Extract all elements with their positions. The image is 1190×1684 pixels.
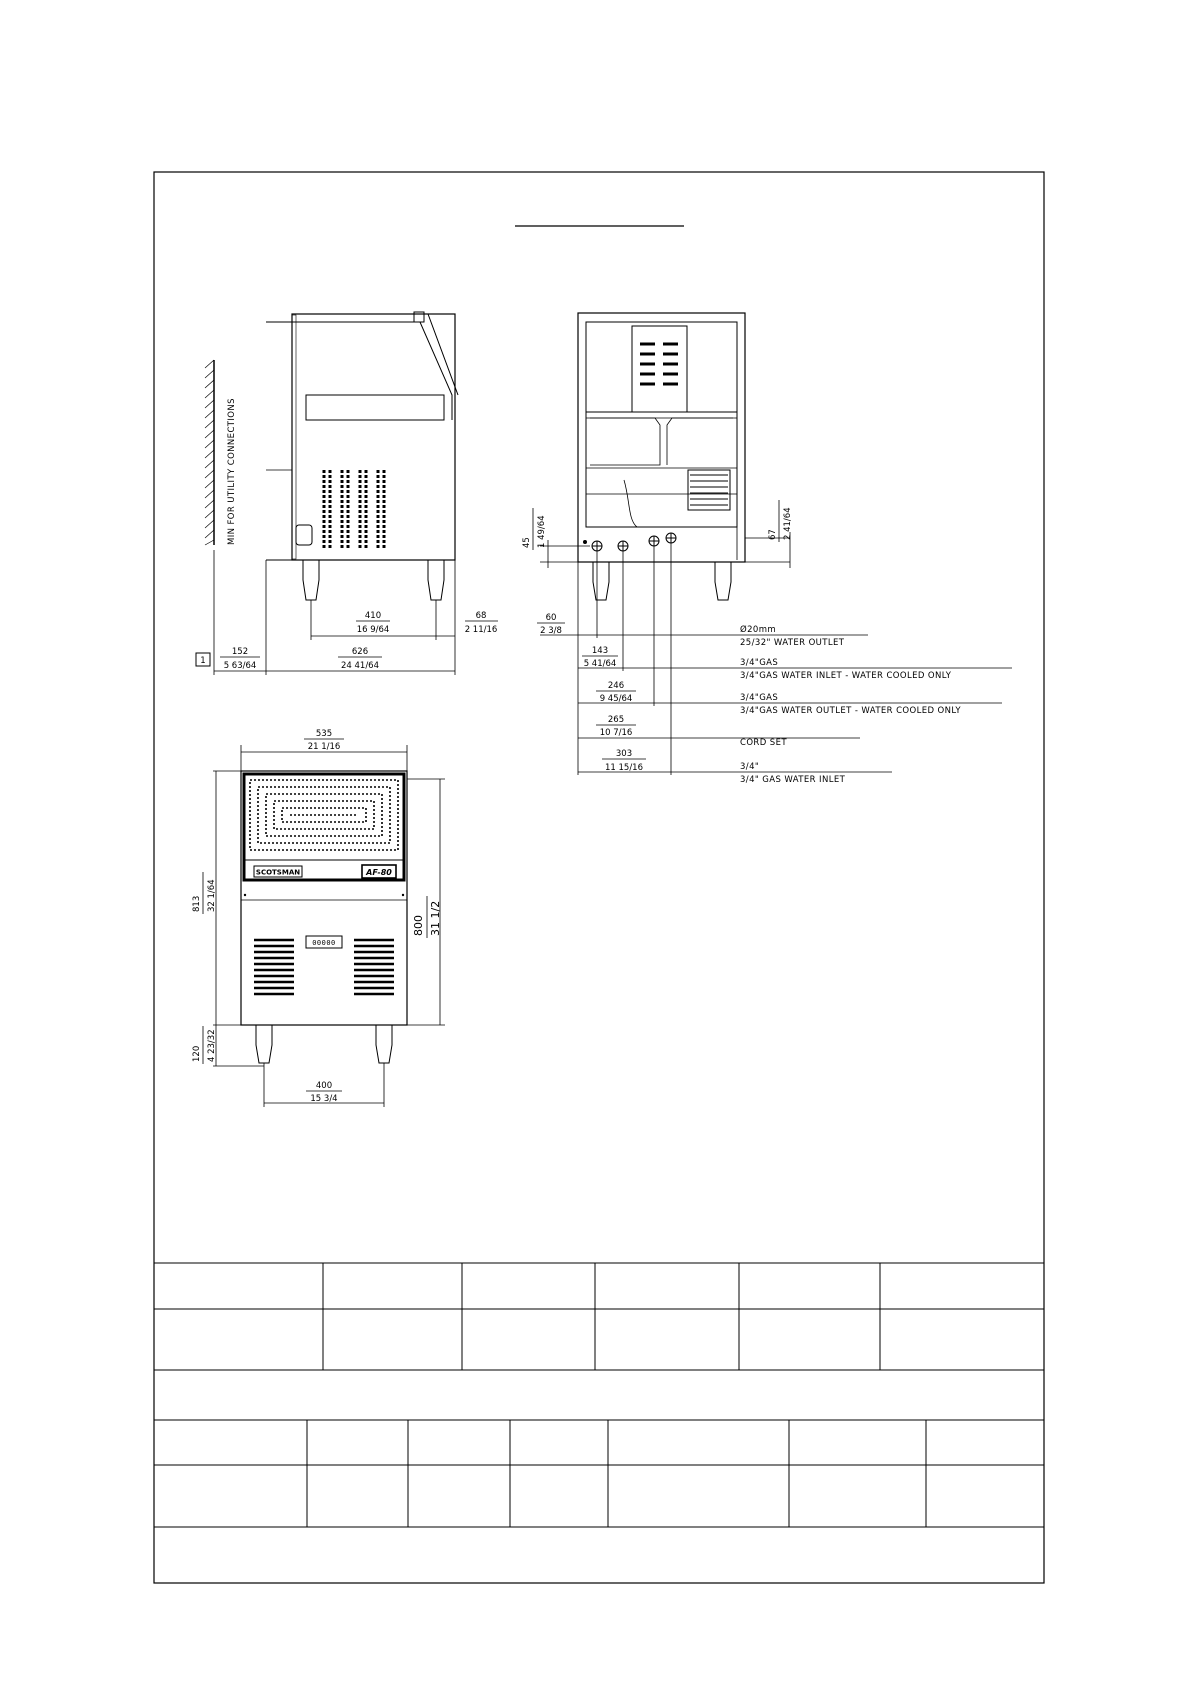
front-view: [192, 729, 445, 1107]
side-view: [196, 312, 498, 675]
model-label: AF-80: [366, 868, 392, 877]
dim-68-mm: 68: [475, 611, 487, 621]
dim-813-in: 32 1/64: [207, 879, 217, 912]
dim-60-in: 2 3/8: [540, 626, 562, 636]
dim-535-in: 21 1/16: [307, 742, 341, 752]
brand-label: SCOTSMAN: [255, 868, 301, 877]
dim-152-in: 5 63/64: [223, 661, 257, 671]
dim-45-in: 1 49/64: [537, 515, 547, 548]
dim-143-mm: 143: [591, 646, 609, 656]
back-vent-panel: [632, 326, 687, 412]
dim-800-mm: 800: [412, 915, 425, 936]
dim-120-mm: 120: [192, 1045, 202, 1062]
dim-246-mm: 246: [607, 681, 625, 691]
dim-303-in: 11 15/16: [604, 763, 644, 773]
callout-inlet-1: 3/4": [740, 762, 760, 772]
spec-table: [154, 1263, 1044, 1527]
dim-800-in: 31 1/2: [429, 900, 442, 936]
back-view: [522, 313, 1012, 785]
dim-60-mm: 60: [545, 613, 557, 623]
wall-hatch: [205, 360, 214, 545]
dim-410-mm: 410: [364, 611, 382, 621]
dim-45-mm: 45: [522, 537, 532, 548]
dim-626-in: 24 41/64: [340, 661, 380, 671]
callout-inlet-wc-2: 3/4"GAS WATER INLET - WATER COOLED ONLY: [740, 671, 952, 681]
callout-inlet-wc-1: 3/4"GAS: [740, 658, 779, 668]
dim-152-mm: 152: [231, 647, 249, 657]
side-cabinet: [292, 314, 455, 560]
dim-68-in: 2 11/16: [464, 625, 498, 635]
side-louvers: [324, 470, 384, 548]
side-label-panel: [306, 395, 444, 420]
callout-inlet-2: 3/4" GAS WATER INLET: [740, 775, 846, 785]
dim-120-in: 4 23/32: [207, 1029, 217, 1062]
dim-410-in: 16 9/64: [356, 625, 390, 635]
dim-143-in: 5 41/64: [583, 659, 617, 669]
ref-box-label: 1: [200, 656, 206, 666]
dim-265-mm: 265: [607, 715, 625, 725]
dim-67-mm: 67: [768, 529, 778, 540]
callout-water-outlet-2: 25/32" WATER OUTLET: [740, 638, 845, 648]
dim-303-mm: 303: [615, 749, 633, 759]
dim-626-mm: 626: [351, 647, 369, 657]
dim-400-mm: 400: [315, 1081, 333, 1091]
dim-535-mm: 535: [315, 729, 333, 739]
utility-note: MIN FOR UTILITY CONNECTIONS: [227, 398, 237, 545]
side-port: [296, 525, 312, 545]
display-readout: 00000: [312, 939, 336, 947]
dim-400-in: 15 3/4: [310, 1094, 338, 1104]
callout-water-outlet-1: Ø20mm: [740, 625, 777, 635]
dim-813-mm: 813: [192, 895, 202, 912]
front-condenser: [244, 774, 404, 880]
dim-67-in: 2 41/64: [783, 507, 793, 540]
callout-outlet-wc-1: 3/4"GAS: [740, 693, 779, 703]
back-cabinet: [578, 313, 745, 562]
dim-246-in: 9 45/64: [599, 694, 633, 704]
callout-cord-set: CORD SET: [740, 738, 787, 748]
callout-outlet-wc-2: 3/4"GAS WATER OUTLET - WATER COOLED ONLY: [740, 706, 962, 716]
dim-265-in: 10 7/16: [599, 728, 633, 738]
